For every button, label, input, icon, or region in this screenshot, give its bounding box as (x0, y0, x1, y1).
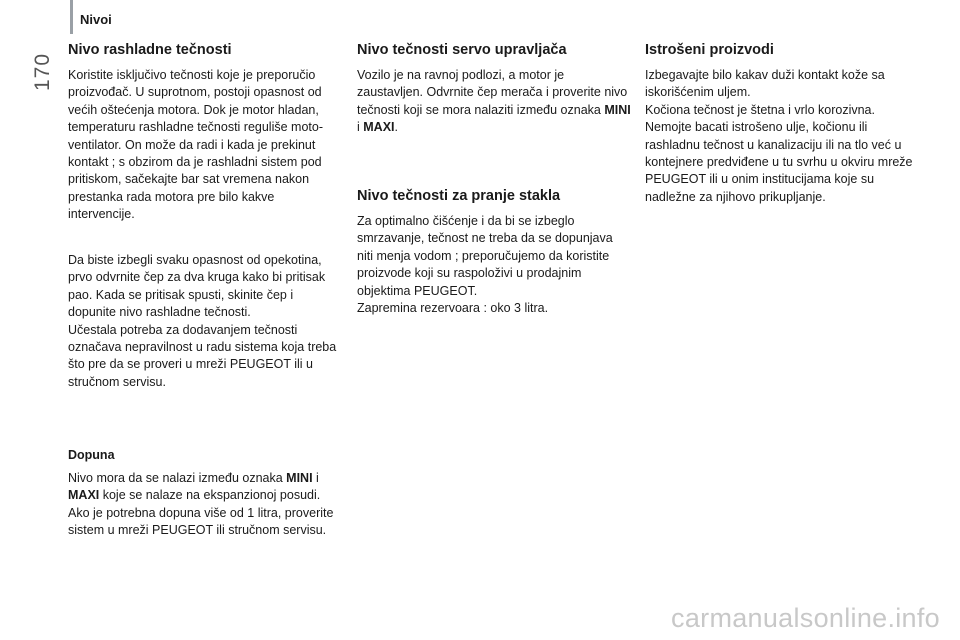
topup-mini-label: MINI (286, 471, 313, 485)
topup-title: Dopuna (68, 448, 115, 462)
ps-text-and: i (357, 120, 364, 135)
washer-capacity: Zapremina rezervoara : oko 3 litra. (357, 301, 549, 316)
used-products-paragraph-2: Kočiona tečnost je štetna i vrlo korozivna. Nemojte bacati istrošeno ulje, kočionu ili rashladnu tečnost u kanalizaciju ili na tlo već u kontejnere predviđene u tu svrhu u okviru mreže PEUGEOT ili u onim institucijama koje su nadležne za njihovo prikupljanje. (645, 102, 913, 204)
header-accent-bar (70, 0, 73, 34)
column-used-products (645, 42, 920, 206)
page-number: 170 (31, 52, 54, 92)
power-steering-paragraph (357, 67, 632, 137)
topup-text-post: koje se nalaze na ekspanzionoj posudi. Ako je potrebna dopuna više od 1 litra, proverite sistem u mreži PEUGEOT ili stručnom servisu. (68, 488, 334, 538)
used-products-paragraph-1: Izbegavajte bilo kakav duži kontakt kože sa iskorišćenim uljem. (645, 68, 885, 100)
watermark: carmanualsonline.info (671, 603, 940, 633)
topup-text-pre: Nivo mora da se nalazi između oznaka (68, 471, 287, 485)
coolant-fault-paragraph: Učestala potreba za dodavanjem tečnosti označava nepravilnost u radu sistema koja treba što pre da se proveri u mreži PEUGEOT ili u stručnom servisu. (68, 322, 337, 389)
washer-fluid-paragraph: Za optimalno čišćenje i da bi se izbeglo smrzavanje, tečnost ne treba da se dopunjava niti menja vodom ; preporučujemo da koristite proizvode koji su raspoloživi u prodajnim objektima PEUGEOT. (357, 214, 613, 298)
section-label: Nivoi (80, 12, 112, 27)
topup-maxi-label: MAXI (68, 488, 100, 503)
washer-fluid-title: Nivo tečnosti za pranje stakla (357, 188, 561, 204)
coolant-burn-warning (68, 252, 343, 391)
washer-fluid-section (357, 188, 632, 317)
ps-maxi-label: MAXI (363, 120, 395, 135)
topup-text-and: i (312, 471, 319, 485)
topup-paragraph (68, 470, 343, 540)
column-coolant (68, 42, 343, 538)
power-steering-title: Nivo tečnosti servo upravljača (357, 42, 567, 58)
coolant-burn-paragraph: Da biste izbegli svaku opasnost od opekotina, prvo odvrnite čep za dva kruga kako bi pritisak pao. Kada se pritisak spusti, skinite čep i dopunite nivo rashladne tečnosti. (68, 253, 326, 320)
coolant-paragraph: Koristite isključivo tečnosti koje je preporučio proizvođač. U suprotnom, postoji opasnost od većih oštećenja motora. Dok je motor hladan, temperaturu rashladne tečnosti reguliše moto-ventilator. On može da radi i kada je prekinut kontakt ; s obzirom da je rashladni sistem pod pritiskom, sačekajte bar sat vremena nakon prestanka rada motora pre bilo kakve intervencije. (68, 68, 323, 222)
ps-text-pre: Vozilo je na ravnoj podlozi, a motor je zaustavljen. Odvrnite čep merača i proverite nivo tečnosti koji se mora nalaziti između oznaka (357, 68, 628, 117)
column-fluids (357, 42, 632, 316)
ps-text-post: . (394, 120, 398, 135)
ps-mini-label: MINI (604, 102, 631, 117)
coolant-topup (68, 448, 343, 540)
coolant-title: Nivo rashladne tečnosti (68, 42, 232, 58)
used-products-title: Istrošeni proizvodi (645, 42, 774, 58)
